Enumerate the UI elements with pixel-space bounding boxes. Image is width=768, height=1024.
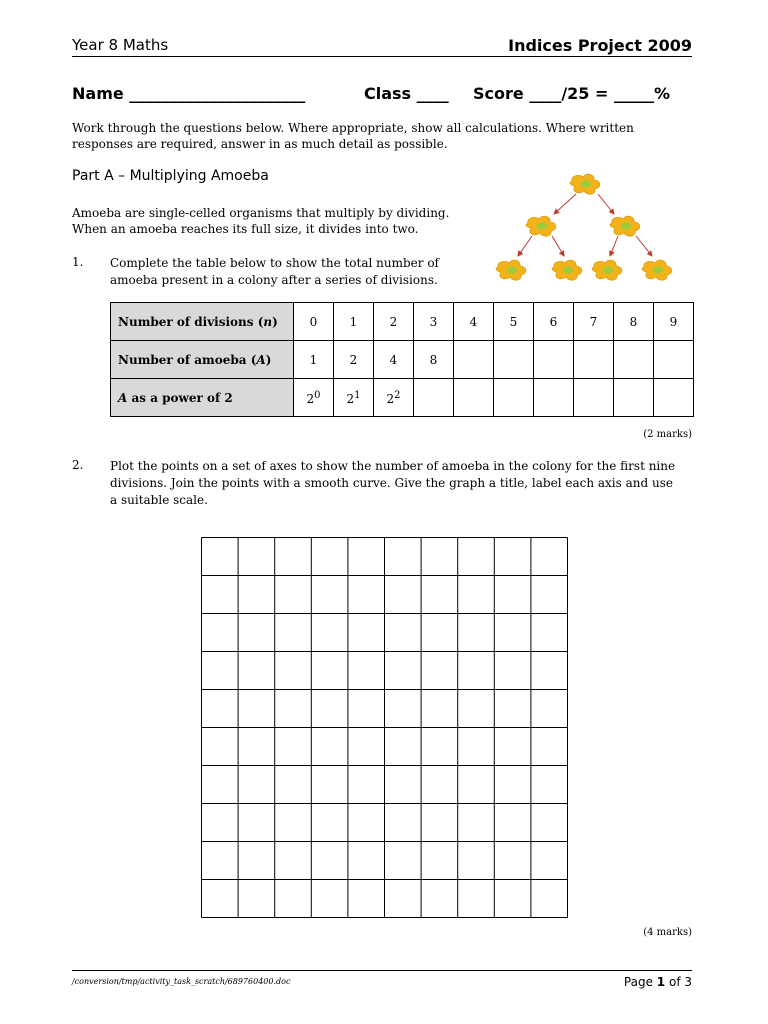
power-cell: $2^0$ — [294, 379, 334, 417]
question-1-number: 1. — [72, 255, 84, 269]
question-1-line-1: Complete the table below to show the total number of — [110, 256, 439, 270]
divisions-cell: 6 — [534, 303, 574, 341]
instructions-line-2: responses are required, answer in as much detail as possible. — [72, 137, 448, 151]
power-answer-cell[interactable] — [614, 379, 654, 417]
amoeba-cell: 4 — [374, 341, 414, 379]
divisions-cell: 1 — [334, 303, 374, 341]
instructions — [72, 120, 634, 152]
amoeba-grandchild-1-icon — [496, 260, 526, 280]
page-footer — [72, 970, 692, 991]
question-2-marks: (4 marks) — [643, 927, 692, 938]
part-a-description — [72, 205, 449, 237]
page-number: Page 1 of 3 — [623, 975, 692, 989]
divisions-cell: 8 — [614, 303, 654, 341]
project-title: Indices Project 2009 — [508, 36, 692, 55]
amoeba-cell: 1 — [294, 341, 334, 379]
divisions-row — [111, 303, 694, 341]
amoeba-count-row — [111, 341, 694, 379]
class-field[interactable]: Class ____ — [364, 84, 449, 103]
power-answer-cell[interactable] — [534, 379, 574, 417]
amoeba-division-illustration — [490, 168, 680, 288]
amoeba-answer-cell[interactable] — [454, 341, 494, 379]
divisions-cell: 9 — [654, 303, 694, 341]
graph-grid[interactable] — [201, 537, 568, 918]
question-2-number: 2. — [72, 458, 84, 472]
amoeba-parent-icon — [570, 174, 600, 194]
question-2-text — [110, 458, 675, 509]
amoeba-grandchild-3-icon — [592, 260, 622, 280]
amoeba-answer-cell[interactable] — [614, 341, 654, 379]
divisions-cell: 5 — [494, 303, 534, 341]
instructions-line-1: Work through the questions below. Where appropriate, show all calculations. Where written — [72, 121, 634, 135]
course-title: Year 8 Maths — [72, 36, 169, 54]
power-of-two-row — [111, 379, 694, 417]
divisions-cell: 4 — [454, 303, 494, 341]
score-field[interactable]: Score ____/25 = _____% — [473, 84, 670, 103]
amoeba-cell: 2 — [334, 341, 374, 379]
power-answer-cell[interactable] — [414, 379, 454, 417]
part-a-heading: Part A – Multiplying Amoeba — [72, 168, 269, 184]
question-2-line-3: a suitable scale. — [110, 493, 208, 507]
question-1-line-2: amoeba present in a colony after a series of divisions. — [110, 273, 438, 287]
description-line-1: Amoeba are single-celled organisms that multiply by dividing. — [72, 206, 450, 220]
power-answer-cell[interactable] — [654, 379, 694, 417]
divisions-row-label: Number of divisions (n) — [111, 303, 294, 341]
amoeba-table — [110, 302, 694, 417]
question-1-marks: (2 marks) — [643, 429, 692, 440]
question-2-line-1: Plot the points on a set of axes to show the number of amoeba in the colony for the first nine — [110, 459, 676, 473]
divisions-cell: 0 — [294, 303, 334, 341]
amoeba-child-right-icon — [610, 216, 640, 236]
amoeba-row-label: Number of amoeba (A) — [111, 341, 294, 379]
power-row-label: A as a power of 2 — [111, 379, 294, 417]
amoeba-answer-cell[interactable] — [574, 341, 614, 379]
name-field[interactable]: Name ______________________ — [72, 84, 306, 103]
question-2-line-2: divisions. Join the points with a smooth curve. Give the graph a title, label each axis and use — [110, 476, 673, 490]
file-path: /conversion/tmp/activity_task_scratch/689760400.doc — [72, 977, 291, 986]
power-answer-cell[interactable] — [574, 379, 614, 417]
divisions-cell: 2 — [374, 303, 414, 341]
amoeba-child-left-icon — [526, 216, 556, 236]
power-cell: $2^2$ — [374, 379, 414, 417]
amoeba-grandchild-4-icon — [642, 260, 672, 280]
divisions-cell: 3 — [414, 303, 454, 341]
power-answer-cell[interactable] — [494, 379, 534, 417]
amoeba-grandchild-2-icon — [552, 260, 582, 280]
power-answer-cell[interactable] — [454, 379, 494, 417]
amoeba-answer-cell[interactable] — [654, 341, 694, 379]
power-cell: $2^1$ — [334, 379, 374, 417]
page-header — [72, 36, 692, 57]
amoeba-answer-cell[interactable] — [494, 341, 534, 379]
amoeba-answer-cell[interactable] — [534, 341, 574, 379]
question-1-text — [110, 255, 439, 289]
amoeba-cell: 8 — [414, 341, 454, 379]
divisions-cell: 7 — [574, 303, 614, 341]
description-line-2: When an amoeba reaches its full size, it divides into two. — [72, 222, 419, 236]
